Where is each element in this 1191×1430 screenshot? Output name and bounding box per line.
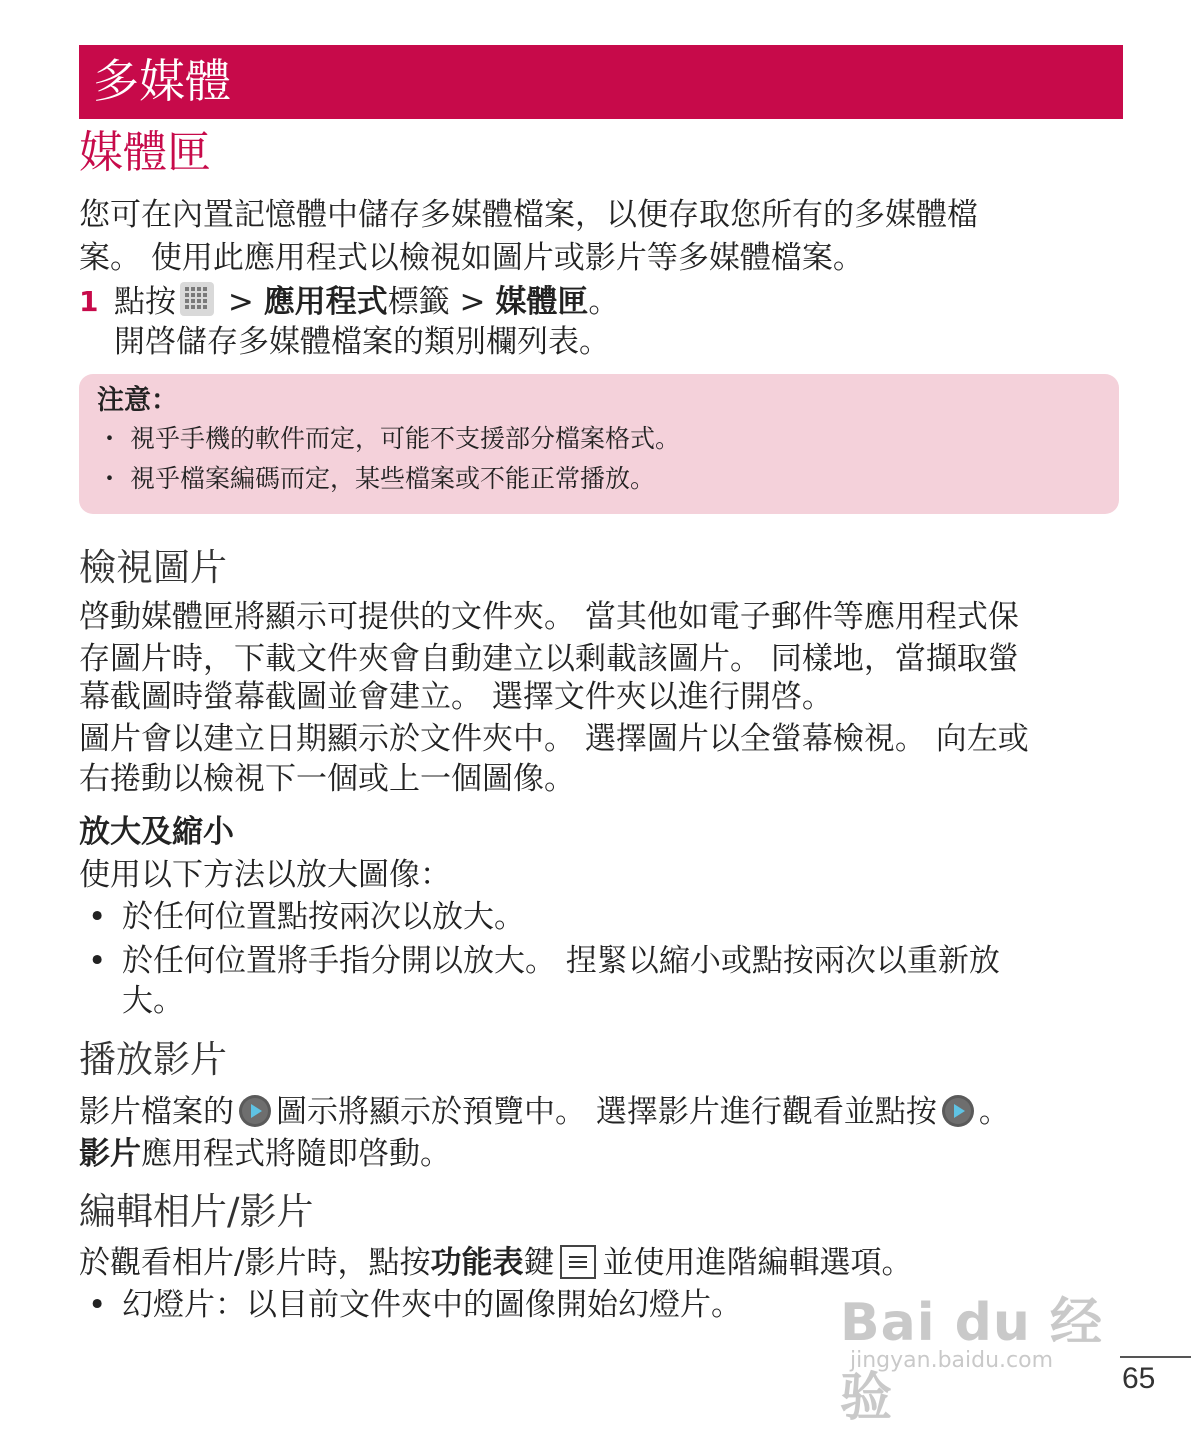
play-icon (238, 1094, 272, 1128)
baidu-watermark (830, 1270, 1130, 1428)
play-icon (941, 1094, 975, 1128)
page-number: 65 (1122, 1362, 1156, 1395)
step-1-instruction (114, 282, 619, 322)
zoom-intro: 使用以下方法以放大圖像： (79, 857, 451, 893)
edit-text: 鍵 (523, 1245, 555, 1281)
chapter-title: 多媒體 (93, 54, 231, 108)
note-item: ・ 視乎檔案編碼而定，某些檔案或不能正常播放。 (97, 464, 655, 493)
edit-title: 編輯相片/影片 (79, 1190, 314, 1233)
note-item: ・ 視乎手機的軟件而定，可能不支援部分檔案格式。 (97, 424, 680, 453)
watermark-logo: Bai du 经验 (840, 1293, 1103, 1428)
section-title: 媒體匣 (79, 127, 211, 178)
paragraph-line: 存圖片時，下載文件夾會自動建立以剩載該圖片。 同樣地，當擷取螢 (79, 641, 1019, 677)
bullet-dot: • (88, 899, 107, 935)
step-1-result: 開啓儲存多媒體檔案的類別欄列表。 (114, 324, 610, 360)
zoom-title: 放大及縮小 (79, 814, 234, 850)
paragraph-line: 圖片會以建立日期顯示於文件夾中。 選擇圖片以全螢幕檢視。 向左或 (79, 721, 1029, 757)
note-title: 注意： (97, 385, 178, 416)
step-separator: > (218, 284, 264, 320)
apps-grid-icon (180, 282, 214, 316)
zoom-bullet: 於任何位置點按兩次以放大。 (122, 899, 525, 935)
paragraph-line: 右捲動以檢視下一個或上一個圖像。 (79, 761, 575, 797)
step-tabs-label: 標籤 (387, 284, 450, 320)
zoom-bullet: 於任何位置將手指分開以放大。 捏緊以縮小或點按兩次以重新放 (122, 943, 1000, 979)
menu-key-icon (560, 1245, 596, 1279)
intro-line-2: 案。 使用此應用程式以檢視如圖片或影片等多媒體檔案。 (79, 240, 864, 276)
edit-text: 於觀看相片/影片時，點按 (79, 1245, 431, 1281)
bullet-dot: • (88, 1287, 107, 1323)
edit-text: 並使用進階編輯選項。 (602, 1245, 913, 1281)
view-pictures-title: 檢視圖片 (79, 546, 227, 589)
step-tap-text: 點按 (114, 284, 176, 320)
edit-bullet: 幻燈片：以目前文件夾中的圖像開始幻燈片。 (122, 1287, 742, 1323)
menu-key-label: 功能表 (430, 1245, 524, 1281)
intro-line-1: 您可在內置記憶體中儲存多媒體檔案，以便存取您所有的多媒體檔 (79, 197, 978, 233)
paragraph-line: 幕截圖時螢幕截圖並會建立。 選擇文件夾以進行開啓。 (79, 679, 833, 715)
play-video-text: 影片檔案的 (79, 1094, 234, 1130)
step-separator: > (449, 284, 496, 320)
step-apps-label: 應用程式 (263, 284, 388, 320)
play-video-line-2 (79, 1133, 1119, 1176)
note-box (79, 374, 1119, 514)
play-video-text: 圖示將顯示於預覽中。 選擇影片進行觀看並點按 (276, 1094, 937, 1130)
paragraph-line: 啓動媒體匣將顯示可提供的文件夾。 當其他如電子郵件等應用程式保 (79, 599, 1019, 635)
bullet-dot: • (88, 943, 107, 979)
zoom-bullet-continued: 大。 (122, 983, 184, 1019)
step-number: 1 (79, 285, 99, 318)
play-video-text: 應用程式將隨即啓動。 (141, 1136, 451, 1172)
step-end: 。 (588, 284, 620, 320)
play-video-text: 。 (978, 1094, 1010, 1130)
video-app-name: 影片 (79, 1136, 141, 1172)
footer-rule (1120, 1356, 1191, 1358)
step-gallery-label: 媒體匣 (495, 284, 589, 320)
play-video-line-1 (79, 1091, 1119, 1134)
play-video-title: 播放影片 (79, 1038, 227, 1081)
chapter-header-bar (79, 45, 1123, 119)
watermark-url: jingyan.baidu.com (850, 1348, 1054, 1373)
